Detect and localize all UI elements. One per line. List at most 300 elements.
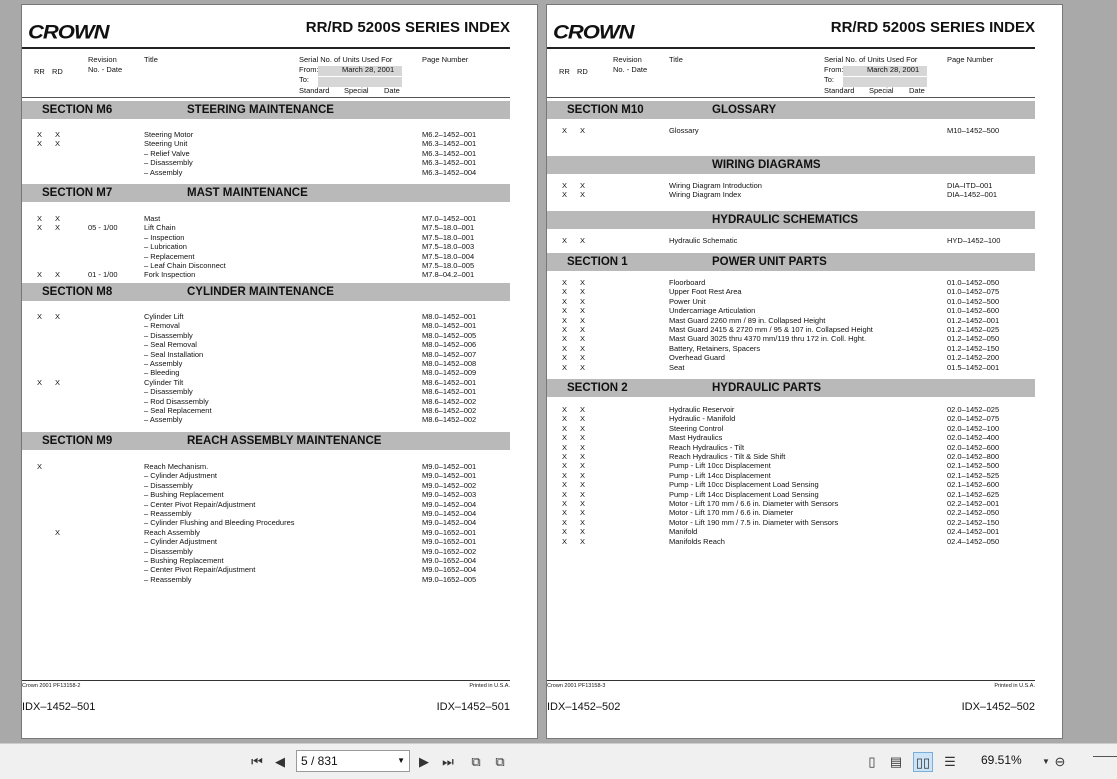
rd-mark: X [580,362,586,372]
rr-mark: X [562,405,568,414]
header-bottom-rule [22,97,510,98]
rr-mark: X [37,270,43,280]
index-row[interactable] [22,565,510,574]
entry-title: – Replacement [144,251,195,261]
index-row[interactable] [547,344,1035,353]
page-number: M9.0–1452–001 [422,462,477,471]
entry-title: Mast Guard 3025 thru 4370 mm/119 thru 172 in. Coll. Hght. [669,334,867,344]
entry-title: Pump - Lift 14cc Displacement [669,470,771,480]
page-number: 02.0–1452–025 [947,405,1000,414]
entry-title: Hydraulic Schematic [669,236,738,245]
entry-title: – Lubrication [144,242,187,252]
index-row[interactable] [547,316,1035,325]
col-standard: Standard [299,86,330,95]
section-number: SECTION M7 [42,187,113,199]
entry-title: Hydraulic Reservoir [669,405,735,414]
entry-title: Wiring Diagram Index [669,190,742,200]
page-number: M6.3–1452–004 [422,167,477,177]
rd-mark: X [580,334,586,344]
page-number: 01.2–1452–150 [947,343,1000,353]
rd-mark: X [55,223,61,233]
page-number: 02.1–1452–500 [947,461,1000,471]
col-from-date: March 28, 2001 [342,65,395,74]
index-row[interactable] [22,509,510,518]
rr-mark: X [562,190,568,200]
rd-mark: X [580,499,586,508]
zoom-dropdown-icon[interactable]: ▼ [1042,757,1050,766]
entry-title: – Inspection [144,232,185,242]
first-page-icon[interactable]: ⏮ [251,754,263,769]
page-number: HYD–1452–100 [947,236,1001,245]
rr-mark: X [562,353,568,363]
index-row[interactable] [22,270,510,279]
section-name: POWER UNIT PARTS [712,256,827,268]
page-number: M9.0–1452–004 [422,518,477,528]
entry-title: Pump - Lift 10cc Displacement Load Sensing [669,480,819,490]
index-row[interactable] [547,537,1035,546]
section-name: CYLINDER MAINTENANCE [187,286,334,298]
document-page-right [546,4,1063,739]
entry-title: Manifolds Reach [669,536,725,546]
page-number: M8.6–1452–001 [422,387,477,397]
footer-doc-id-right: IDX–1452–501 [436,701,510,713]
index-row[interactable] [547,414,1035,423]
index-row[interactable] [547,499,1035,508]
footer-doc-id-right: IDX–1452–502 [961,701,1035,713]
rr-mark: X [562,181,568,190]
index-row[interactable] [547,353,1035,362]
section-header [22,432,510,450]
page-number: 01.2–1452–200 [947,353,1000,363]
page-number: M8.6–1452–002 [422,415,477,425]
single-page-icon[interactable]: ▯ [868,754,876,769]
chevron-down-icon[interactable]: ▼ [397,756,405,765]
rd-mark: X [580,480,586,490]
index-row[interactable] [22,312,510,321]
page-number: 02.1–1452–525 [947,470,1000,480]
index-row[interactable] [22,223,510,232]
prev-page-icon[interactable]: ◀ [275,754,285,769]
page-number: 02.2–1452–001 [947,499,1000,508]
index-row[interactable] [22,331,510,340]
page-number: 01.0–1452–500 [947,296,1000,306]
index-row[interactable] [22,139,510,148]
section-number: SECTION 2 [567,382,628,394]
continuous-icon[interactable]: ▤ [889,754,903,769]
index-row[interactable] [22,406,510,415]
page-number: M9.0–1452–003 [422,490,477,500]
next-page-icon[interactable]: ▶ [419,754,429,769]
page-number: 01.0–1452–600 [947,306,1000,316]
index-row[interactable] [547,236,1035,245]
entry-title: – Assembly [144,359,183,368]
index-row[interactable] [22,340,510,349]
page-number: M9.0–1652–005 [422,574,477,584]
rd-mark: X [55,139,61,149]
footer-rule [547,680,1035,681]
entry-title: Mast [144,214,161,223]
section-header [22,101,510,119]
index-row[interactable] [22,490,510,499]
entry-title: – Cylinder Adjustment [144,537,217,547]
entry-title: – Cylinder Adjustment [144,471,217,481]
page-number: DIA–ITD–001 [947,181,993,190]
page-number: M7.5–18.0–004 [422,251,475,261]
rd-mark: X [55,377,61,387]
rr-mark: X [562,461,568,471]
index-row[interactable] [547,306,1035,315]
page-number: M7.5–18.0–003 [422,242,475,252]
page-number: 02.4–1452–050 [947,536,1000,546]
entry-title: – Bushing Replacement [144,490,224,500]
section-header [547,211,1035,229]
document-page-left [21,4,538,739]
page-number: 01.5–1452–001 [947,362,1000,372]
section-number: SECTION 1 [567,256,628,268]
col-date: Date [384,86,400,95]
col-special: Special [869,86,894,95]
index-row[interactable] [22,575,510,584]
rr-mark: X [562,423,568,433]
page-number: M8.0–1452–007 [422,349,477,359]
entry-title: Mast Guard 2260 mm / 89 in. Collapsed Height [669,315,826,325]
section-name: HYDRAULIC SCHEMATICS [712,214,859,226]
revision-date: 01 - 1/00 [88,270,118,280]
page-number: 02.1–1452–600 [947,480,1000,490]
entry-title: Reach Mechanism. [144,462,209,471]
zoom-level[interactable]: 69.51% [981,753,1022,767]
index-row[interactable] [547,461,1035,470]
rd-mark: X [580,489,586,499]
rr-mark: X [37,377,43,387]
page-number: M9.0–1652–001 [422,537,477,547]
entry-title: – Disassembly [144,330,193,340]
index-row[interactable] [547,325,1035,334]
page-title: RR/RD 5200S SERIES INDEX [305,19,510,36]
rr-mark: X [562,433,568,443]
page-number: M8.0–1452–006 [422,340,477,350]
entry-title: Upper Foot Rest Area [669,287,742,297]
entry-title: Pump - Lift 10cc Displacement [669,461,771,471]
rd-mark: X [580,527,586,537]
rr-mark: X [562,296,568,306]
index-row[interactable] [547,443,1035,452]
index-row[interactable] [22,368,510,377]
col-revision: Revision [88,55,117,64]
index-row[interactable] [22,415,510,424]
rr-mark: X [562,278,568,287]
entry-title: Fork Inspection [144,270,196,280]
section-header [547,156,1035,174]
rr-mark: X [562,470,568,480]
header-rule [547,47,1035,49]
entry-title: – Reassembly [144,574,192,584]
rr-mark: X [562,362,568,372]
page-number: 02.2–1452–050 [947,508,1000,518]
rr-mark: X [562,343,568,353]
rd-mark: X [580,461,586,471]
footer-doc-id-left: IDX–1452–502 [547,701,621,713]
rr-mark: X [562,287,568,297]
rd-mark: X [580,442,586,452]
page-title: RR/RD 5200S SERIES INDEX [830,19,1035,36]
col-from-date: March 28, 2001 [867,65,920,74]
entry-title: Mast Hydraulics [669,433,723,443]
index-row[interactable] [22,149,510,158]
rd-mark: X [55,130,61,139]
entry-title: Reach Assembly [144,527,200,537]
index-row[interactable] [22,252,510,261]
index-row[interactable] [547,190,1035,199]
index-row[interactable] [22,471,510,480]
section-header [547,379,1035,397]
rd-mark: X [580,536,586,546]
index-row[interactable] [22,397,510,406]
index-row[interactable] [22,350,510,359]
page-number: 02.0–1452–075 [947,414,1000,424]
entry-title: – Seal Replacement [144,406,212,415]
section-name: GLOSSARY [712,104,777,116]
index-row[interactable] [22,481,510,490]
entry-title: – Relief Valve [144,148,190,158]
entry-title: – Rod Disassembly [144,396,209,406]
index-row[interactable] [22,359,510,368]
page-number: M9.0–1652–002 [422,546,477,556]
page-number: M8.0–1452–001 [422,312,477,321]
entry-title: Reach Hydraulics - Tilt & Side Shift [669,452,786,461]
page-number: M8.6–1452–002 [422,406,477,415]
page-content [22,5,537,738]
rd-mark: X [580,508,586,518]
index-row[interactable] [547,424,1035,433]
page-number: M7.5–18.0–001 [422,223,475,233]
page-number: M9.0–1452–001 [422,471,477,481]
rr-mark: X [562,414,568,424]
entry-title: Steering Unit [144,139,188,149]
rd-mark: X [580,190,586,200]
zoom-out-icon[interactable]: ⊖ [1054,754,1066,769]
section-number: SECTION M8 [42,286,113,298]
section-name: STEERING MAINTENANCE [187,104,334,116]
entry-title: – Bushing Replacement [144,556,224,565]
two-page-icon[interactable]: ▯▯ [913,752,933,772]
rr-mark: X [37,139,43,149]
entry-title: – Seal Installation [144,349,204,359]
page-number: M9.0–1652–001 [422,527,477,537]
page-number: M8.0–1452–009 [422,368,477,378]
page-number: DIA–1452–001 [947,190,998,200]
rr-mark: X [562,126,568,135]
entry-title: – Assembly [144,167,183,177]
entry-title: – Removal [144,321,180,331]
rd-mark: X [55,527,61,537]
index-row[interactable] [22,233,510,242]
section-name: HYDRAULIC PARTS [712,382,822,394]
page-number: M8.0–1452–008 [422,359,477,368]
index-row[interactable] [547,363,1035,372]
page-number: M10–1452–500 [947,126,1000,135]
index-row[interactable] [22,242,510,251]
section-header [22,283,510,301]
rd-mark: X [580,405,586,414]
rr-mark: X [562,499,568,508]
page-number: M9.0–1452–004 [422,499,477,509]
entry-title: Overhead Guard [669,353,725,363]
rr-mark: X [562,236,568,245]
index-row[interactable] [22,500,510,509]
index-row[interactable] [22,214,510,223]
rr-mark: X [562,334,568,344]
section-name: REACH ASSEMBLY MAINTENANCE [187,435,382,447]
page-number: 02.2–1452–150 [947,517,1000,527]
col-special: Special [344,86,369,95]
page-number: 01.0–1452–075 [947,287,1000,297]
page-number: 01.2–1452–050 [947,334,1000,344]
col-serial: Serial No. of Units Used For [299,55,393,64]
viewer-toolbar [0,743,1117,779]
entry-title: Power Unit [669,296,706,306]
entry-title: Cylinder Tilt [144,377,184,387]
index-row[interactable] [547,508,1035,517]
page-number-input[interactable] [296,750,410,772]
index-row[interactable] [22,321,510,330]
col-rd: RD [577,67,588,76]
index-row[interactable] [22,547,510,556]
rd-mark: X [580,452,586,461]
rd-mark: X [580,433,586,443]
rr-mark: X [37,130,43,139]
index-row[interactable] [22,387,510,396]
rd-mark: X [580,315,586,325]
col-rd: RD [52,67,63,76]
col-title: Title [669,55,683,64]
entry-title: – Reassembly [144,509,192,518]
col-standard: Standard [824,86,855,95]
col-no-date: No. - Date [613,65,648,74]
section-number: SECTION M10 [567,104,644,116]
entry-title: – Bleeding [144,368,180,378]
index-row[interactable] [22,528,510,537]
page-number: 02.0–1452–400 [947,433,1000,443]
index-row[interactable] [22,518,510,527]
index-row[interactable] [22,462,510,471]
index-row[interactable] [547,334,1035,343]
footer-rule [22,680,510,681]
rr-mark: X [37,214,43,223]
section-name: WIRING DIAGRAMS [712,159,821,171]
index-row[interactable] [547,287,1035,296]
entry-title: Manifold [669,527,698,537]
index-row[interactable] [547,278,1035,287]
page-number: 02.0–1452–800 [947,452,1000,461]
fit-width-icon[interactable]: ⧉ [495,754,505,769]
col-to: To: [824,75,835,84]
rr-mark: X [562,517,568,527]
rd-mark: X [55,270,61,280]
page-number: 02.0–1452–600 [947,442,1000,452]
footer-copyright: Crown 2001 PF13158-2 [22,683,81,689]
page-number: M6.2–1452–001 [422,130,477,139]
index-row[interactable] [22,378,510,387]
index-row[interactable] [547,126,1035,135]
page-number-value: 5 / 831 [301,754,338,768]
col-page-number: Page Number [422,55,469,64]
index-row[interactable] [22,261,510,270]
last-page-icon[interactable]: ⏭ [442,754,454,769]
page-number: 02.0–1452–100 [947,423,1000,433]
entry-title: Motor - Lift 170 mm / 6.6 in. Diameter [669,508,794,518]
index-row[interactable] [547,452,1035,461]
rr-mark: X [562,325,568,334]
index-row[interactable] [22,537,510,546]
col-rr: RR [559,67,570,76]
section-number: SECTION M6 [42,104,113,116]
entry-title: Motor - Lift 170 mm / 6.6 in. Diameter with Sensors [669,499,839,508]
index-row[interactable] [547,471,1035,480]
rd-mark: X [55,312,61,321]
entry-title: – Center Pivot Repair/Adjustment [144,565,256,575]
entry-title: – Disassembly [144,546,193,556]
index-row[interactable] [22,168,510,177]
page-number: M7.8–04.2–001 [422,270,475,280]
index-row[interactable] [547,480,1035,489]
rd-mark: X [580,423,586,433]
index-row[interactable] [547,518,1035,527]
page-number: M8.6–1452–002 [422,396,477,406]
entry-title: – Seal Removal [144,340,197,350]
rr-mark: X [562,442,568,452]
col-rr: RR [34,67,45,76]
rr-mark: X [37,223,43,233]
index-row[interactable] [547,297,1035,306]
col-to: To: [299,75,310,84]
two-page-continuous-icon[interactable]: ☰ [944,754,956,769]
index-row[interactable] [22,130,510,139]
page-number: M9.0–1452–002 [422,480,477,490]
entry-title: Battery, Retainers, Spacers [669,343,761,353]
fit-page-icon[interactable]: ⧉ [471,754,481,769]
rd-mark: X [580,296,586,306]
col-date: Date [909,86,925,95]
page-number: M6.3–1452–001 [422,148,477,158]
rd-mark: X [580,306,586,316]
rr-mark: X [562,508,568,518]
entry-title: Hydraulic - Manifold [669,414,736,424]
entry-title: – Cylinder Flushing and Bleeding Procedures [144,518,295,528]
index-row[interactable] [22,556,510,565]
index-row[interactable] [22,158,510,167]
footer-doc-id-left: IDX–1452–501 [22,701,96,713]
rr-mark: X [562,480,568,490]
zoom-slider[interactable] [1093,756,1117,757]
entry-title: – Leaf Chain Disconnect [144,261,226,270]
header-bottom-rule [547,97,1035,98]
footer-printed: Printed in U.S.A. [994,683,1035,689]
index-row[interactable] [547,433,1035,442]
entry-title: – Disassembly [144,158,193,168]
index-row[interactable] [547,490,1035,499]
rr-mark: X [562,489,568,499]
rd-mark: X [580,287,586,297]
rr-mark: X [562,452,568,461]
index-row[interactable] [547,405,1035,414]
rd-mark: X [580,236,586,245]
rr-mark: X [562,527,568,537]
index-row[interactable] [547,181,1035,190]
index-row[interactable] [547,527,1035,536]
col-serial: Serial No. of Units Used For [824,55,918,64]
page-number: 01.2–1452–025 [947,325,1000,334]
